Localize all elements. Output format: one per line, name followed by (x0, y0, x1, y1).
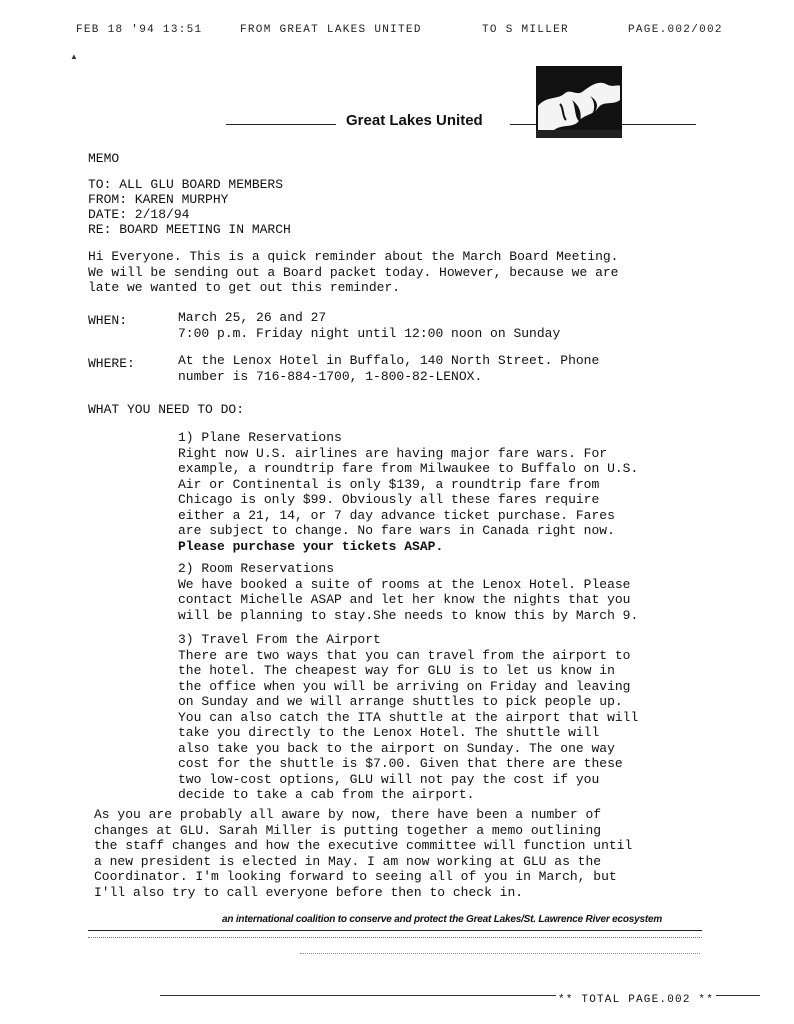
section-heading: 3) Travel From the Airport (178, 632, 381, 647)
fax-total-pages: ** TOTAL PAGE.002 ** (558, 994, 715, 1006)
closing-line: Coordinator. I'm looking forward to seeing all of you in March, but (94, 869, 617, 884)
section-line-emphasis: Please purchase your tickets ASAP. (178, 538, 444, 554)
closing-line: a new president is elected in May. I am now working at GLU as the (94, 853, 602, 869)
when-details (178, 310, 560, 341)
section-line: two low-cost options, GLU will not pay the cost if you (178, 771, 600, 787)
where-phone: number is 716-884-1700, 1-800-82-LENOX. (178, 368, 483, 384)
section-line: either a 21, 14, or 7 day advance ticket purchase. Fares (178, 507, 615, 523)
intro-line: Hi Everyone. This is a quick reminder about the March Board Meeting. (88, 249, 619, 264)
memo-date: DATE: 2/18/94 (88, 207, 190, 222)
section-heading: 1) Plane Reservations (178, 430, 342, 445)
section-line: contact Michelle ASAP and let her know the nights that you (178, 592, 631, 607)
intro-line: late we wanted to get out this reminder. (88, 280, 401, 295)
section-heading: 2) Room Reservations (178, 561, 335, 576)
glu-logo (536, 66, 622, 138)
when-times: 7:00 p.m. Friday night until 12:00 noon on Sunday (178, 325, 561, 341)
letterhead-org-name: Great Lakes United (346, 112, 483, 129)
where-details (178, 353, 599, 384)
closing-line: As you are probably all aware by now, there have been a number of (94, 807, 602, 822)
letterhead-rule-left (226, 124, 336, 125)
where-address: At the Lenox Hotel in Buffalo, 140 North Street. Phone (178, 353, 600, 368)
fax-page: PAGE.002/002 (628, 24, 723, 36)
great-lakes-map-logo-icon (536, 66, 622, 138)
fax-from: FROM GREAT LAKES UNITED (240, 24, 422, 36)
room-reservations-section (178, 561, 638, 623)
section-line: We have booked a suite of rooms at the Lenox Hotel. Please (178, 576, 631, 592)
section-line: on Sunday and we will arrange shuttles to pick people up. (178, 694, 623, 709)
intro-line: We will be sending out a Board packet today. However, because we are (88, 264, 619, 280)
section-line: also take you back to the airport on Sunday. The one way (178, 740, 615, 756)
section-line: Right now U.S. airlines are having major fare wars. For (178, 445, 608, 461)
when-label: WHEN: (88, 313, 128, 328)
section-line: example, a roundtrip fare from Milwaukee to Buffalo on U.S. (178, 461, 639, 476)
fax-to: TO S MILLER (482, 24, 569, 36)
plane-reservations-section (178, 430, 638, 554)
closing-line: the staff changes and how the executive committee will function until (94, 838, 633, 853)
section-line: take you directly to the Lenox Hotel. The shuttle will (178, 725, 600, 740)
where-label: WHERE: (88, 356, 135, 371)
section-line: decide to take a cab from the airport. (178, 787, 475, 802)
closing-line: changes at GLU. Sarah Miller is putting together a memo outlining (94, 822, 602, 838)
section-line: You can also catch the ITA shuttle at the airport that will (178, 709, 639, 725)
footer-fineprint-smudge (300, 953, 700, 957)
fax-date-time: FEB 18 '94 13:51 (76, 24, 203, 36)
section-line: cost for the shuttle is $7.00. Given that there are these (178, 756, 623, 771)
fax-speck: ▲ (70, 52, 78, 61)
section-line: the office when you will be arriving on Friday and leaving (178, 678, 631, 694)
footer-tagline: an international coalition to conserve and protect the Great Lakes/St. Lawrence River ecosystem (222, 914, 663, 925)
section-line: the hotel. The cheapest way for GLU is to let us know in (178, 663, 615, 678)
todo-heading: WHAT YOU NEED TO DO: (88, 402, 245, 417)
memo-to: TO: ALL GLU BOARD MEMBERS (88, 177, 284, 192)
memo-from: FROM: KAREN MURPHY (88, 192, 229, 207)
intro-paragraph (88, 249, 619, 296)
footer-address-smudge (88, 937, 702, 942)
section-line: Chicago is only $99. Obviously all these fares require (178, 492, 600, 507)
section-line: There are two ways that you can travel from the airport to (178, 647, 631, 663)
section-line: Air or Continental is only $139, a roundtrip fare from (178, 476, 600, 492)
when-dates: March 25, 26 and 27 (178, 310, 327, 325)
closing-paragraph (94, 807, 632, 900)
memo-label: MEMO (88, 151, 120, 166)
footer-rule (88, 930, 702, 931)
closing-line: I'll also try to call everyone before then to check in. (94, 884, 524, 900)
section-line: are subject to change. No fare wars in Canada right now. (178, 523, 615, 538)
airport-travel-section (178, 632, 638, 803)
section-line: will be planning to stay.She needs to know this by March 9. (178, 607, 639, 623)
memo-re: RE: BOARD MEETING IN MARCH (88, 222, 291, 237)
